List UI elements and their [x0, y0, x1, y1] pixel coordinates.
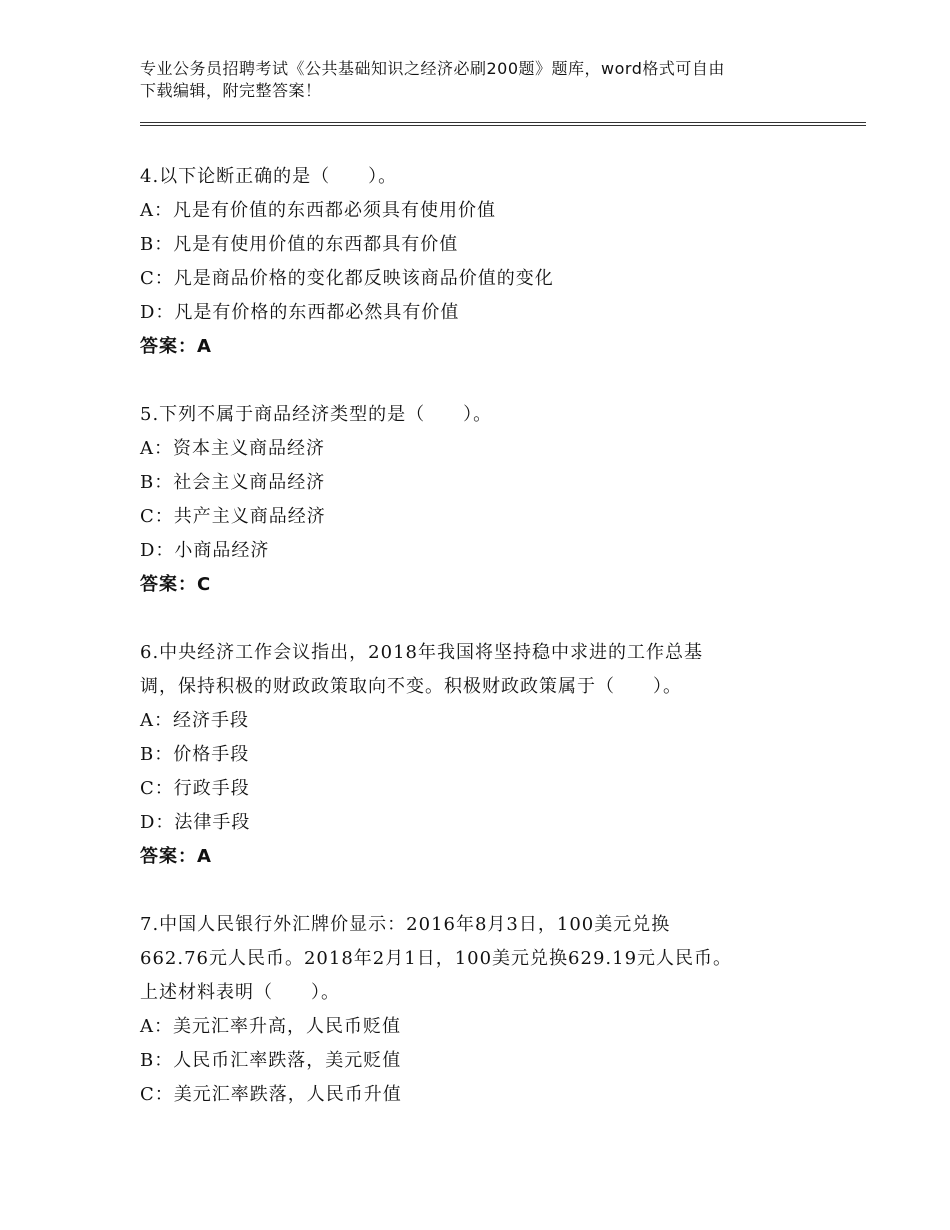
header-divider-top: [140, 122, 866, 123]
question-stem: 4.以下论断正确的是（ ）。: [140, 166, 398, 187]
question-stem-line-2: 调，保持积极的财政政策取向不变。积极财政政策属于（ ）。: [140, 676, 682, 697]
option-c: C：共产主义商品经济: [140, 506, 326, 527]
question-4: [140, 160, 840, 364]
option-d: D：凡是有价格的东西都必然具有价值: [140, 302, 460, 323]
option-c: C：行政手段: [140, 778, 250, 799]
header-divider-bottom: [140, 125, 866, 126]
question-stem-line-2: 662.76元人民币。2018年2月1日，100美元兑换629.19元人民币。: [140, 948, 733, 969]
question-stem-line-1: 7.中国人民银行外汇牌价显示：2016年8月3日，100美元兑换: [140, 914, 671, 935]
option-b: B：人民币汇率跌落，美元贬值: [140, 1050, 402, 1071]
question-7: [140, 908, 840, 1112]
option-d: D：小商品经济: [140, 540, 270, 561]
option-b: B：价格手段: [140, 744, 250, 765]
option-d: D：法律手段: [140, 812, 251, 833]
option-a: A：经济手段: [140, 710, 249, 731]
option-c: C：美元汇率跌落，人民币升值: [140, 1084, 402, 1105]
answer-label: 答案：C: [140, 574, 212, 595]
question-list: [140, 160, 840, 1146]
header-line-1: 专业公务员招聘考试《公共基础知识之经济必刷200题》题库，word格式可自由: [140, 59, 725, 78]
document-header: [140, 58, 820, 102]
question-stem-line-1: 6.中央经济工作会议指出，2018年我国将坚持稳中求进的工作总基: [140, 642, 703, 663]
answer-label: 答案：A: [140, 846, 212, 867]
question-6: [140, 636, 840, 874]
option-b: B：社会主义商品经济: [140, 472, 326, 493]
option-a: A：美元汇率升高，人民币贬值: [140, 1016, 401, 1037]
question-stem: 5.下列不属于商品经济类型的是（ ）。: [140, 404, 493, 425]
header-line-2: 下载编辑，附完整答案！: [140, 81, 322, 100]
answer-label: 答案：A: [140, 336, 212, 357]
question-5: [140, 398, 840, 602]
option-a: A：资本主义商品经济: [140, 438, 325, 459]
option-a: A：凡是有价值的东西都必须具有使用价值: [140, 200, 496, 221]
option-c: C：凡是商品价格的变化都反映该商品价值的变化: [140, 268, 554, 289]
question-stem-line-3: 上述材料表明（ ）。: [140, 982, 340, 1003]
option-b: B：凡是有使用价值的东西都具有价值: [140, 234, 459, 255]
